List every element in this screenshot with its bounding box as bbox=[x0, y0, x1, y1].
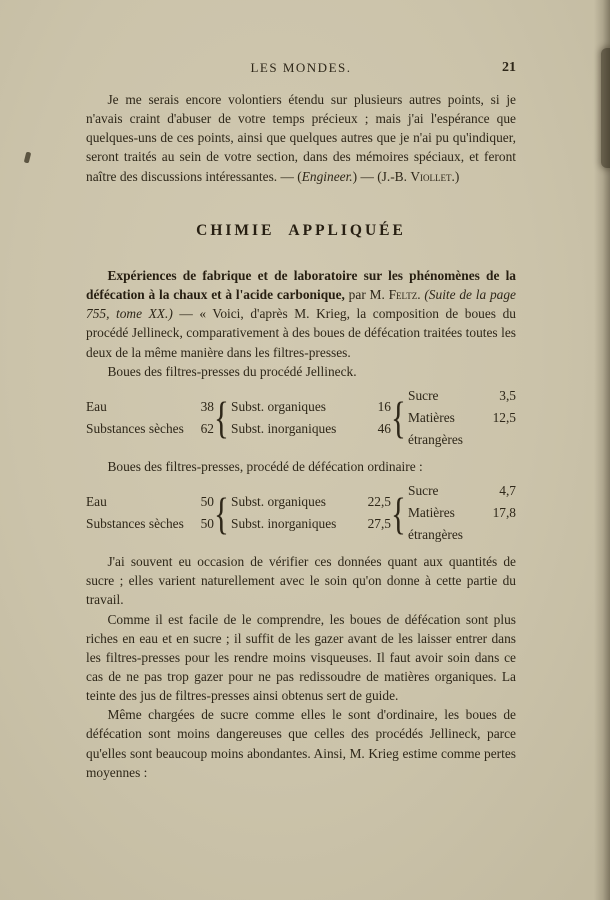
signature-dash: — ( bbox=[277, 168, 302, 184]
table1-caption: Boues des filtres-presses du procédé Jellineck. bbox=[107, 363, 357, 379]
row-label: Substances sèches bbox=[86, 516, 184, 532]
brace-icon: { bbox=[214, 392, 229, 444]
table-row bbox=[231, 396, 391, 418]
row-value: 46 bbox=[377, 420, 391, 436]
intro-paragraph bbox=[86, 90, 516, 186]
article-lead-paragraph bbox=[86, 266, 516, 362]
table-col-main bbox=[86, 396, 214, 440]
continuation-note: (Suite de la page 755, tome XX.) bbox=[86, 287, 516, 322]
table-row bbox=[86, 418, 214, 440]
brace-icon: { bbox=[391, 487, 406, 539]
row-value: 38 bbox=[200, 398, 214, 414]
table-row bbox=[408, 385, 516, 407]
author-viollet: Viollet bbox=[410, 168, 452, 184]
row-value: 3,5 bbox=[499, 387, 516, 403]
row-label: Subst. inorganiques bbox=[231, 420, 337, 436]
page-header bbox=[86, 58, 516, 78]
row-value: 4,7 bbox=[499, 483, 516, 499]
body-paragraph-3: Même chargées de sucre comme elles le sont d'ordinaire, les boues de défécation sont moins dangereuses que celles des procédés Jellineck, parce qu'elles sont beaucoup moins abondantes. Ainsi, M. Krieg estime comme pertes moyennes : bbox=[86, 707, 516, 780]
table2-caption: Boues des filtres-presses, procédé de défécation ordinaire : bbox=[107, 458, 423, 474]
signature-end: .) bbox=[451, 168, 460, 184]
table-row bbox=[86, 491, 214, 513]
section-title: CHIMIE APPLIQUÉE bbox=[196, 221, 406, 239]
composition-table-ordinary bbox=[86, 480, 516, 546]
composition-table-jellineck bbox=[86, 385, 516, 451]
table-row bbox=[86, 396, 214, 418]
table-row bbox=[408, 407, 516, 451]
body-paragraph-1: J'ai souvent eu occasion de vérifier ces données quant aux quantités de sucre ; elles varient naturellement avec le soin qu'on donne à cette partie du travail. bbox=[86, 554, 516, 608]
table-col-sucre bbox=[404, 480, 516, 546]
table-row bbox=[86, 513, 214, 535]
body-paragraph-2: Comme il est facile de le comprendre, les boues de défécation sont plus riches en eau et en sucre ; il suffit de les gazer avant de les laisser entrer dans les filtres-presses pour les rendre moins visqueuses. Il faut avoir soin dans ce cas de ne pas trop gazer pour ne pas redissoudre de matières organiques. La teinte des jus de filtres-presses ainsi obtenus sert de guide. bbox=[86, 611, 516, 704]
row-label: Matières étrangères bbox=[408, 505, 464, 543]
table-row bbox=[408, 502, 516, 546]
table-row bbox=[231, 491, 391, 513]
row-label: Eau bbox=[86, 398, 107, 414]
lead-body-text: — « Voici, d'après M. Krieg, la composition de boues du procédé Jellineck, comparativement à des boues de défécation traitées toutes les deux de la même manière dans les filtres-presses. bbox=[86, 306, 516, 360]
table-col-substances bbox=[227, 491, 391, 535]
engineer-credit: Engineer. bbox=[301, 168, 353, 184]
table-col-substances bbox=[227, 396, 391, 440]
table-row bbox=[408, 480, 516, 502]
brace-icon: { bbox=[391, 392, 406, 444]
row-label: Substances sèches bbox=[86, 420, 184, 436]
row-value: 17,8 bbox=[492, 505, 516, 521]
row-value: 50 bbox=[200, 494, 214, 510]
row-value: 22,5 bbox=[367, 494, 391, 510]
brace-icon: { bbox=[214, 487, 229, 539]
row-label: Eau bbox=[86, 494, 107, 510]
row-value: 62 bbox=[200, 420, 214, 436]
byline-prefix: par M. bbox=[344, 287, 389, 303]
row-label: Subst. organiques bbox=[231, 494, 326, 510]
row-label: Subst. organiques bbox=[231, 398, 326, 414]
table-row bbox=[231, 513, 391, 535]
table-col-sucre bbox=[404, 385, 516, 451]
row-label: Matières étrangères bbox=[408, 409, 464, 447]
intro-text: Je me serais encore volontiers étendu sur plusieurs autres points, si je n'avais craint d'abuser de votre temps précieux ; mais j'ai l'espérance que quelques-uns de ces points, ainsi que quelques autres que je n'ai pu qu'indiquer, seront traités au sein de votre section, dans des mémoires spéciaux, et feront naître des discussions intéressantes. bbox=[86, 92, 516, 184]
signature-mid: ) — (J.-B. bbox=[352, 168, 411, 184]
author-feltz: Feltz. bbox=[388, 287, 421, 303]
article-title: Expériences de fabrique et de laboratoire sur les phénomènes de la défécation à la chaux et à l'acide carbonique, bbox=[86, 267, 516, 303]
journal-title: LES MONDES. bbox=[250, 60, 352, 75]
table-col-main bbox=[86, 491, 214, 535]
row-label: Subst. inorganiques bbox=[231, 516, 337, 532]
row-value: 50 bbox=[200, 516, 214, 532]
row-label: Sucre bbox=[408, 387, 439, 403]
table-row bbox=[231, 418, 391, 440]
row-label: Sucre bbox=[408, 483, 439, 499]
row-value: 12,5 bbox=[492, 409, 516, 425]
row-value: 27,5 bbox=[367, 516, 391, 532]
row-value: 16 bbox=[377, 398, 391, 414]
page-number: 21 bbox=[502, 60, 516, 75]
